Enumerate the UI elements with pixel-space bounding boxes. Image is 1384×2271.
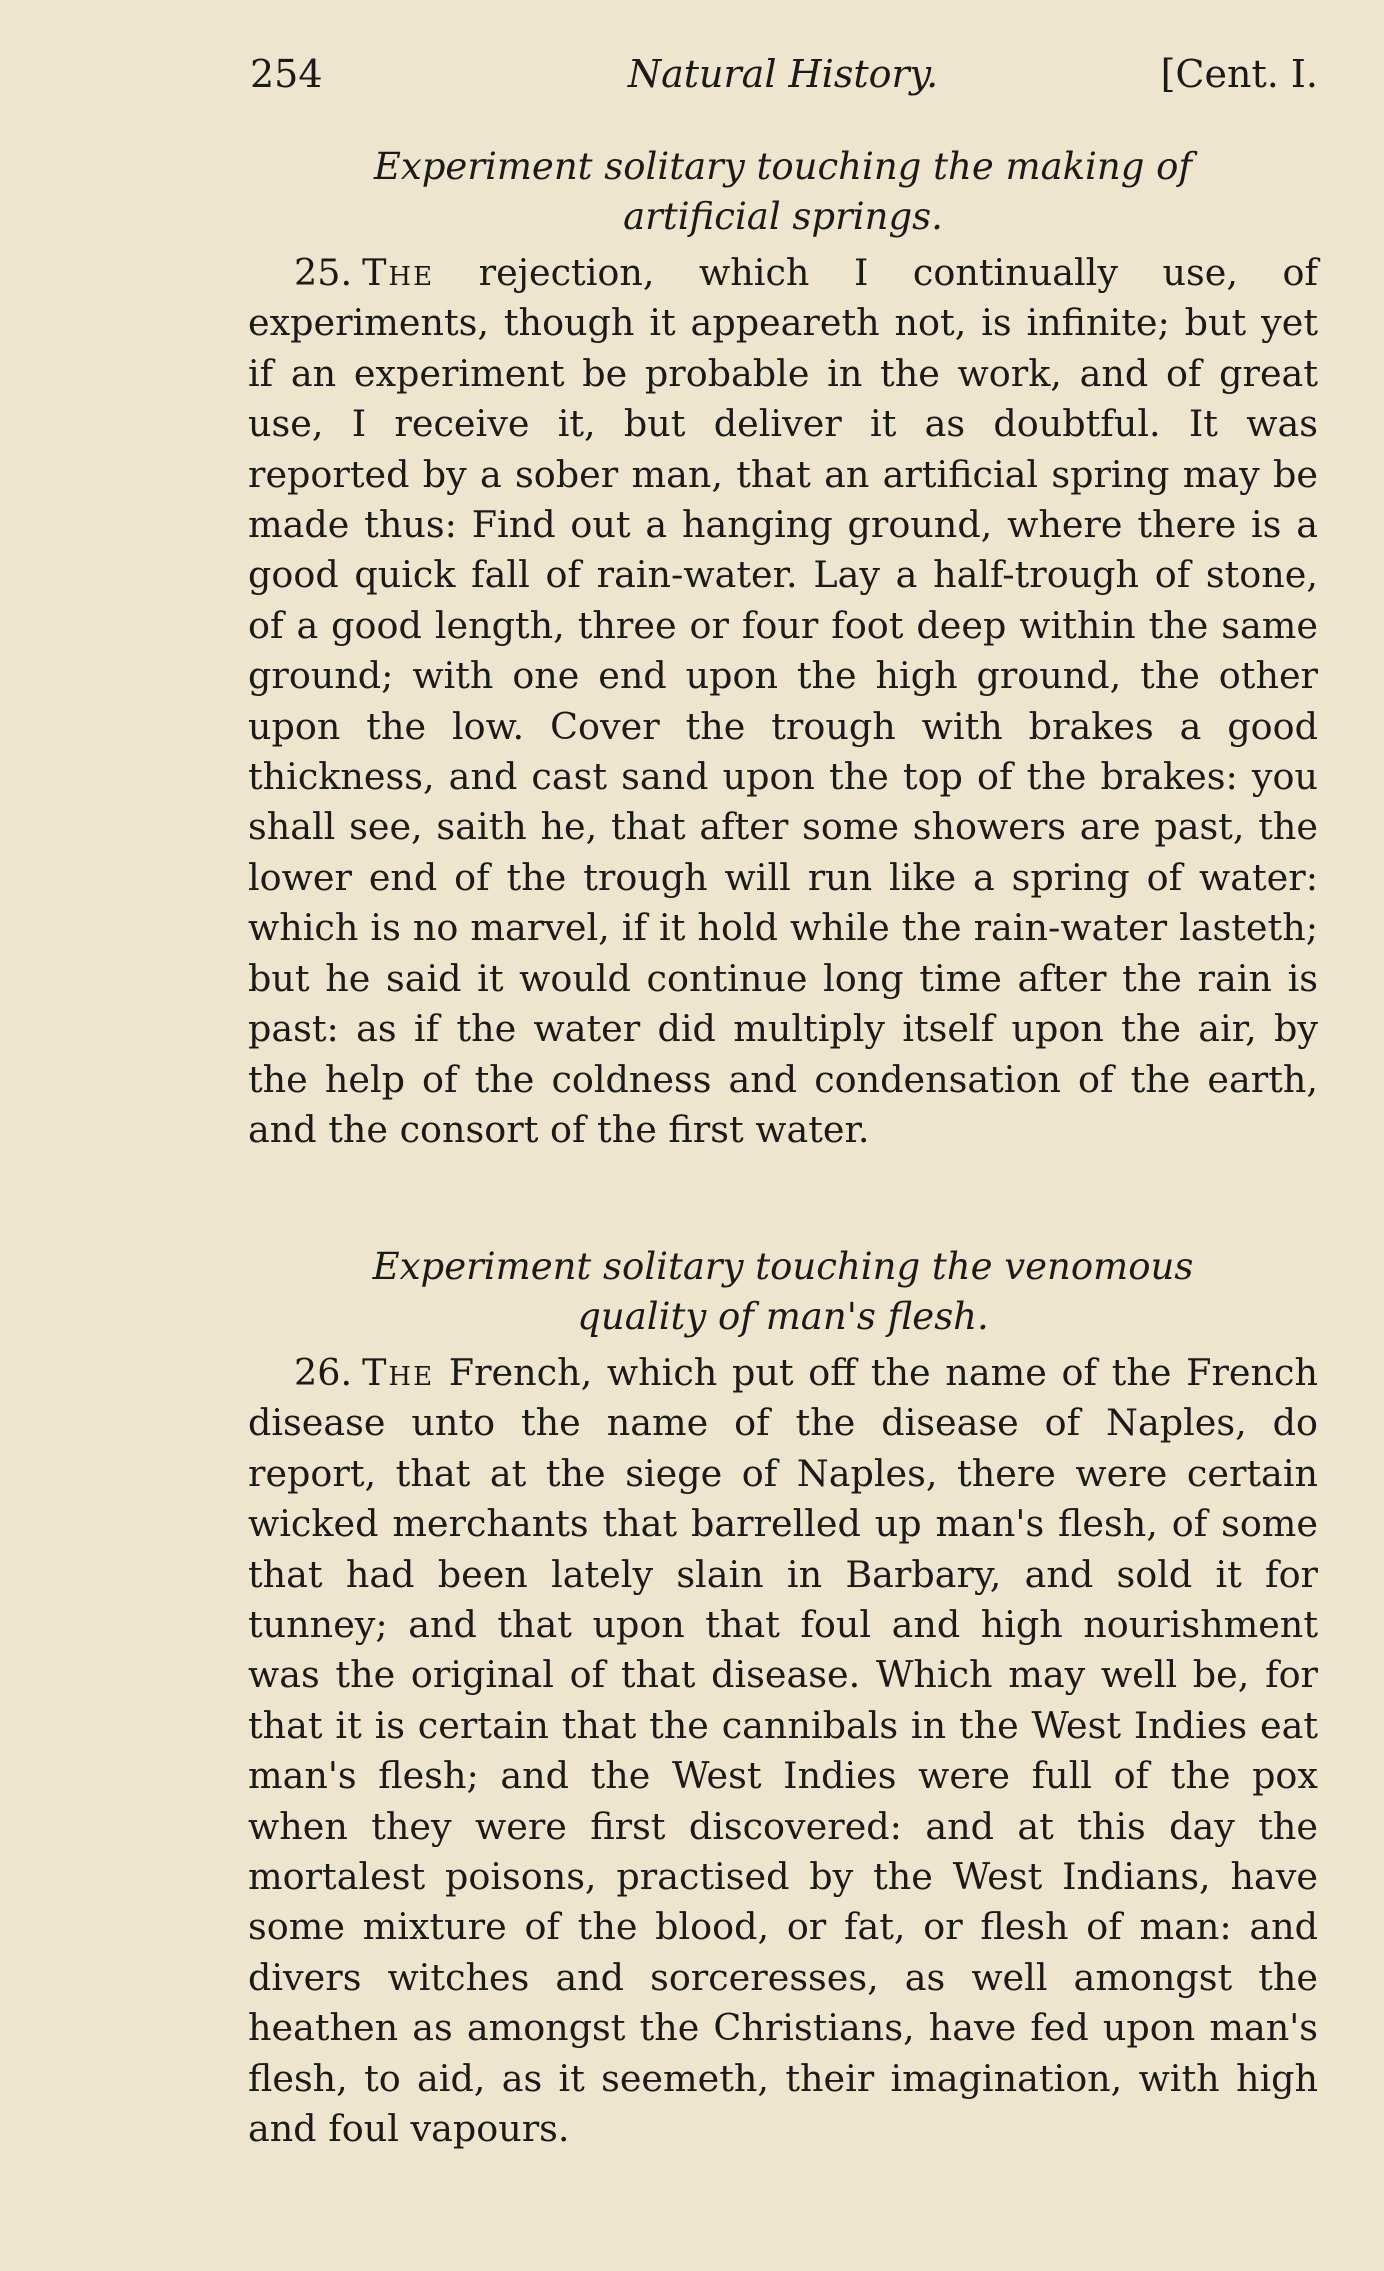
section-26 bbox=[248, 1242, 1318, 2155]
section-25 bbox=[248, 142, 1318, 1155]
section-heading bbox=[248, 142, 1318, 242]
paragraph-number: 26. bbox=[294, 1351, 353, 1394]
page-number: 254 bbox=[250, 52, 323, 96]
paragraph-body: French, which put off the name of the French disease unto the name of the disease of Naples, do report, that at the siege of Naples, there were certain wicked merchants that barrelled up man's flesh, of some that had been lately slain in Barbary, and sold it for tunney; and that upon that foul and high nourishment was the original of that disease. Which may well be, for that it is certain that the cannibals in the West Indies eat man's flesh; and the West Indies were full of the pox when they were first discovered: and at this day the mortalest poisons, practised by the West Indians, have some mixture of the blood, or fat, or flesh of man: and divers witches and sorceresses, as well amongst the heathen as amongst the Christians, have fed upon man's flesh, to aid, as it seemeth, their imagination, with high and foul vapours. bbox=[248, 1351, 1318, 2151]
heading-line: Experiment solitary touching the venomous bbox=[372, 1245, 1194, 1288]
paragraph bbox=[248, 248, 1318, 1155]
running-header bbox=[248, 52, 1318, 112]
paragraph-body: rejection, which I continually use, of experiments, though it appeareth not, is infinite; but yet if an experiment be probable in the work, and of great use, I receive it, but deliver it as doubtful. It was reported by a sober man, that an artificial spring may be made thus: Find out a hanging ground, where there is a good quick fall of rain-water. Lay a half-trough of stone, of a good length, three or four foot deep within the same ground; with one end upon the high ground, the other upon the low. Cover the trough with brakes a good thickness, and cast sand upon the top of the brakes: you shall see, saith he, that after some showers are past, the lower end of the trough will run like a spring of water: which is no marvel, if it hold while the rain-water lasteth; but he said it would continue long time after the rain is past: as if the water did multiply itself upon the air, by the help of the coldness and condensation of the earth, and the consort of the first water. bbox=[248, 251, 1318, 1151]
opening-word: The bbox=[362, 1351, 435, 1394]
section-heading bbox=[248, 1242, 1318, 1342]
opening-word: The bbox=[362, 251, 435, 294]
paragraph bbox=[248, 1348, 1318, 2155]
section-mark: [Cent. I. bbox=[1160, 52, 1318, 96]
paragraph-number: 25. bbox=[294, 251, 353, 294]
heading-line: Experiment solitary touching the making of bbox=[373, 145, 1193, 188]
heading-line: quality of man's flesh. bbox=[577, 1295, 989, 1338]
running-title: Natural History. bbox=[627, 52, 939, 96]
heading-line: artificial springs. bbox=[623, 195, 943, 238]
